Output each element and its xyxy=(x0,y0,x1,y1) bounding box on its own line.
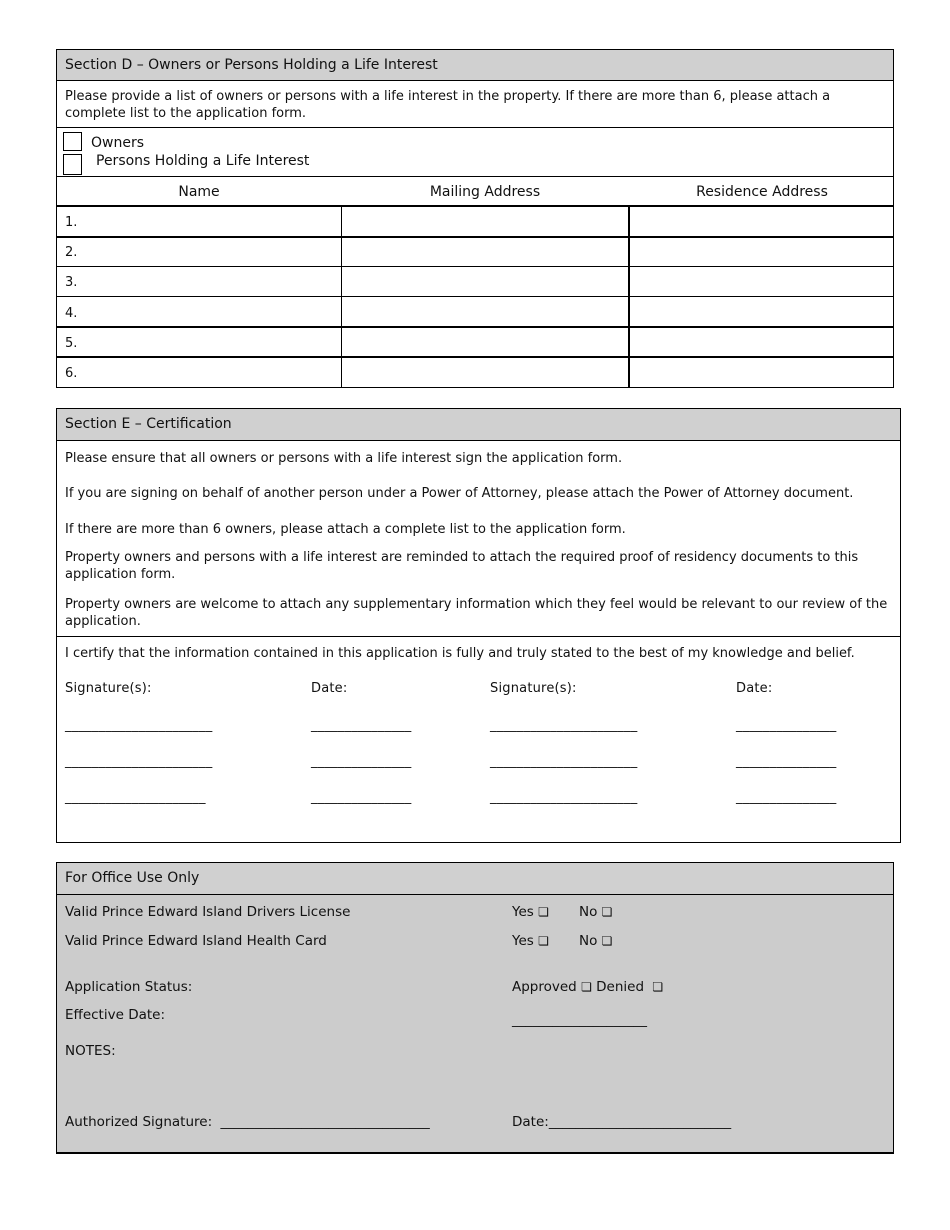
authorized-signature[interactable] xyxy=(65,1114,430,1130)
column-divider xyxy=(341,205,342,388)
column-header-mailing-address: Mailing Address xyxy=(429,184,541,200)
certify-statement: I certify that the information contained in this application is fully and truly stated to the best of my knowledge and belief. xyxy=(65,646,855,661)
owners-checkbox[interactable] xyxy=(63,132,82,151)
no-label: No xyxy=(579,904,598,920)
certification-paragraph: Please ensure that all owners or persons with a life interest sign the application form. xyxy=(65,451,623,466)
date-line[interactable]: _______________ xyxy=(736,754,837,769)
column-header-residence-address: Residence Address xyxy=(696,184,828,200)
signature-line[interactable]: ______________________ xyxy=(490,718,638,733)
date-label: Date: xyxy=(736,681,773,696)
column-header-name: Name xyxy=(178,184,220,200)
signature-line[interactable]: ______________________ xyxy=(65,754,213,769)
date-line[interactable]: ___________________________ xyxy=(548,1114,732,1130)
effective-date-label: Effective Date: xyxy=(65,1007,166,1023)
yes-label: Yes xyxy=(512,904,534,920)
health-card-yes[interactable] xyxy=(512,933,549,949)
certification-paragraph: Property owners and persons with a life interest are reminded to attach the required proof of residency documents to this application form. xyxy=(65,550,859,582)
signature-line[interactable]: ______________________ xyxy=(490,754,638,769)
yes-label: Yes xyxy=(512,933,534,949)
date-label: Date: xyxy=(512,1114,549,1130)
checkbox-icon[interactable]: ❏ xyxy=(538,905,549,919)
date-line[interactable]: _______________ xyxy=(736,790,837,805)
section-d-title: Section D – Owners or Persons Holding a Life Interest xyxy=(65,57,438,73)
certification-paragraph: If you are signing on behalf of another person under a Power of Attorney, please attach the Power of Attorney document. xyxy=(65,486,854,501)
drivers-license-label: Valid Prince Edward Island Drivers License xyxy=(65,904,351,920)
certification-paragraph: Property owners are welcome to attach any supplementary information which they feel would be relevant to our review of the application. xyxy=(65,597,888,629)
certification-paragraph: If there are more than 6 owners, please attach a complete list to the application form. xyxy=(65,522,626,537)
row-divider xyxy=(57,356,893,358)
section-d xyxy=(56,49,894,388)
checkbox-icon[interactable]: ❏ xyxy=(538,934,549,948)
checkbox-icon[interactable]: ❏ xyxy=(581,980,592,994)
date-line[interactable]: _______________ xyxy=(311,718,412,733)
signature-line[interactable]: ______________________ xyxy=(65,718,213,733)
row-divider xyxy=(57,326,893,328)
date-label: Date: xyxy=(311,681,348,696)
drivers-license-no[interactable] xyxy=(579,904,612,920)
row-divider xyxy=(57,296,893,297)
date-line[interactable]: _______________ xyxy=(736,718,837,733)
life-interest-label: Persons Holding a Life Interest xyxy=(96,153,310,169)
health-card-label: Valid Prince Edward Island Health Card xyxy=(65,933,327,949)
owners-label: Owners xyxy=(91,135,145,151)
row-divider xyxy=(57,236,893,238)
date-line[interactable]: _______________ xyxy=(311,754,412,769)
table-row-number: 5. xyxy=(65,336,78,351)
checkbox-icon[interactable]: ❏ xyxy=(601,934,613,948)
office-use-title: For Office Use Only xyxy=(65,870,200,886)
section-e-header xyxy=(57,409,900,441)
office-date[interactable] xyxy=(512,1114,731,1130)
life-interest-checkbox[interactable] xyxy=(63,154,82,175)
signature-label: Signature(s): xyxy=(65,681,152,696)
table-row-number: 6. xyxy=(65,366,78,381)
signature-label: Signature(s): xyxy=(490,681,577,696)
approved-option[interactable] xyxy=(512,979,663,995)
section-d-instructions: Please provide a list of owners or persons with a life interest in the property. If there are more than 6, please attach a complete list to the application form. xyxy=(65,89,831,121)
drivers-license-yes[interactable] xyxy=(512,904,549,920)
notes-label: NOTES: xyxy=(65,1043,116,1059)
table-row-number: 2. xyxy=(65,245,78,260)
authorized-signature-line[interactable]: _______________________________ xyxy=(220,1114,430,1130)
approved-label: Approved xyxy=(512,979,577,995)
office-use-header xyxy=(57,863,893,895)
column-divider xyxy=(628,205,630,388)
checkbox-icon[interactable]: ❏ xyxy=(652,980,664,994)
effective-date-line[interactable]: ____________________ xyxy=(512,1012,647,1028)
divider xyxy=(57,127,893,128)
signature-line[interactable]: ______________________ xyxy=(490,790,638,805)
date-line[interactable]: _______________ xyxy=(311,790,412,805)
office-use-section xyxy=(56,862,894,1154)
checkbox-icon[interactable]: ❏ xyxy=(601,905,613,919)
table-row-number: 3. xyxy=(65,275,78,290)
authorized-signature-label: Authorized Signature: xyxy=(65,1114,213,1130)
health-card-no[interactable] xyxy=(579,933,612,949)
application-status-label: Application Status: xyxy=(65,979,193,995)
divider xyxy=(57,636,900,637)
section-d-header xyxy=(57,50,893,81)
table-row-number: 1. xyxy=(65,215,78,230)
divider xyxy=(57,176,893,177)
denied-label: Denied xyxy=(596,979,645,995)
no-label: No xyxy=(579,933,598,949)
table-row-number: 4. xyxy=(65,306,78,321)
section-e xyxy=(56,408,901,843)
signature-line[interactable]: _____________________ xyxy=(65,790,206,805)
section-e-title: Section E – Certification xyxy=(65,416,232,432)
table-top-border xyxy=(57,205,893,207)
row-divider xyxy=(57,266,893,267)
